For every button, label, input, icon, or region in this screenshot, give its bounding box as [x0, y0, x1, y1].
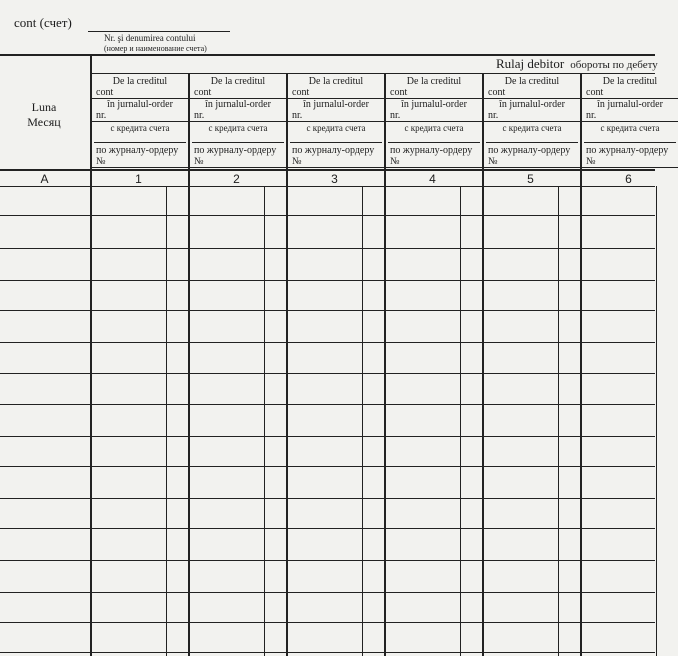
table-row-rule	[0, 404, 655, 405]
credit-from-ro: De la creditul	[504, 76, 560, 87]
journal-order-ro: în jurnalul-order	[107, 99, 173, 110]
debit-sub-column-header	[484, 76, 580, 166]
blank-line	[192, 134, 284, 143]
month-label-ro: Luna	[31, 100, 57, 114]
journal-number-field: №	[190, 156, 286, 168]
account-underline	[88, 31, 230, 32]
journal-order-ru: по журналу-ордеру	[390, 145, 473, 156]
debit-sub-column-header	[190, 76, 286, 166]
number-field: nr.	[190, 110, 286, 122]
debit-sub-column-header	[288, 76, 384, 166]
table-row-rule	[0, 652, 655, 653]
account-field: cont	[582, 87, 678, 99]
credit-from-ru: с кредита счета	[208, 123, 268, 133]
amount-split-line	[264, 186, 265, 656]
credit-from-ro: De la creditul	[602, 76, 658, 87]
credit-from-ru: с кредита счета	[110, 123, 170, 133]
column-number: 5	[527, 172, 534, 186]
column-number-rule	[0, 186, 655, 187]
journal-order-ro: în jurnalul-order	[205, 99, 271, 110]
amount-split-line	[460, 186, 461, 656]
blank-line	[584, 134, 676, 143]
column-number: 3	[331, 172, 338, 186]
table-row-rule	[0, 560, 655, 561]
debit-sub-column-header	[582, 76, 678, 166]
account-field: cont	[386, 87, 482, 99]
column-number: 2	[233, 172, 240, 186]
credit-from-ru: с кредита счета	[502, 123, 562, 133]
table-row-rule	[0, 248, 655, 249]
credit-from-ro: De la creditul	[210, 76, 266, 87]
amount-split-line	[362, 186, 363, 656]
turnover-rule	[90, 73, 655, 74]
account-field: cont	[484, 87, 580, 99]
journal-number-field: №	[288, 156, 384, 168]
column-number: 1	[135, 172, 142, 186]
table-row-rule	[0, 592, 655, 593]
table-row-rule	[0, 310, 655, 311]
column-number: A	[40, 172, 49, 186]
turnover-ru: обороты по дебету	[570, 59, 658, 71]
credit-from-ru: с кредита счета	[404, 123, 464, 133]
month-label-ru: Месяц	[27, 115, 61, 129]
journal-order-ro: în jurnalul-order	[401, 99, 467, 110]
table-row-rule	[0, 342, 655, 343]
credit-from-ru: с кредита счета	[600, 123, 660, 133]
credit-from-ro: De la creditul	[112, 76, 168, 87]
blank-line	[388, 134, 480, 143]
account-name-ru: (номер и наименование счета)	[104, 44, 207, 53]
table-row-rule	[0, 498, 655, 499]
journal-order-ro: în jurnalul-order	[597, 99, 663, 110]
blank-line	[290, 134, 382, 143]
account-field: cont	[288, 87, 384, 99]
account-field: cont	[190, 87, 286, 99]
table-row-rule	[0, 528, 655, 529]
journal-number-field: №	[484, 156, 580, 168]
debit-sub-column-header	[92, 76, 188, 166]
journal-order-ro: în jurnalul-order	[499, 99, 565, 110]
credit-from-ru: с кредита счета	[306, 123, 366, 133]
journal-number-field: №	[92, 156, 188, 168]
turnover-header	[496, 56, 658, 72]
number-field: nr.	[92, 110, 188, 122]
table-row-rule	[0, 280, 655, 281]
number-field: nr.	[386, 110, 482, 122]
blank-line	[486, 134, 578, 143]
column-number: 6	[625, 172, 632, 186]
subheader-rule	[0, 169, 655, 171]
credit-from-ro: De la creditul	[406, 76, 462, 87]
table-row-rule	[0, 466, 655, 467]
journal-order-ru: по журналу-ордеру	[194, 145, 277, 156]
number-field: nr.	[582, 110, 678, 122]
journal-order-ro: în jurnalul-order	[303, 99, 369, 110]
account-name-ro: Nr. şi denumirea contului	[104, 33, 196, 43]
blank-line	[94, 134, 186, 143]
number-field: nr.	[484, 110, 580, 122]
account-label: cont (счет)	[14, 15, 72, 30]
journal-order-ru: по журналу-ордеру	[488, 145, 571, 156]
journal-order-ru: по журналу-ордеру	[586, 145, 669, 156]
debit-sub-column-header	[386, 76, 482, 166]
journal-order-ru: по журналу-ордеру	[96, 145, 179, 156]
table-row-rule	[0, 215, 655, 216]
journal-number-field: №	[582, 156, 678, 168]
amount-split-line	[656, 186, 657, 656]
journal-order-ru: по журналу-ордеру	[292, 145, 375, 156]
amount-split-line	[166, 186, 167, 656]
number-field: nr.	[288, 110, 384, 122]
account-field: cont	[92, 87, 188, 99]
column-number: 4	[429, 172, 436, 186]
journal-number-field: №	[386, 156, 482, 168]
table-row-rule	[0, 373, 655, 374]
amount-split-line	[558, 186, 559, 656]
table-row-rule	[0, 436, 655, 437]
table-row-rule	[0, 622, 655, 623]
turnover-ro: Rulaj debitor	[496, 56, 565, 71]
credit-from-ro: De la creditul	[308, 76, 364, 87]
